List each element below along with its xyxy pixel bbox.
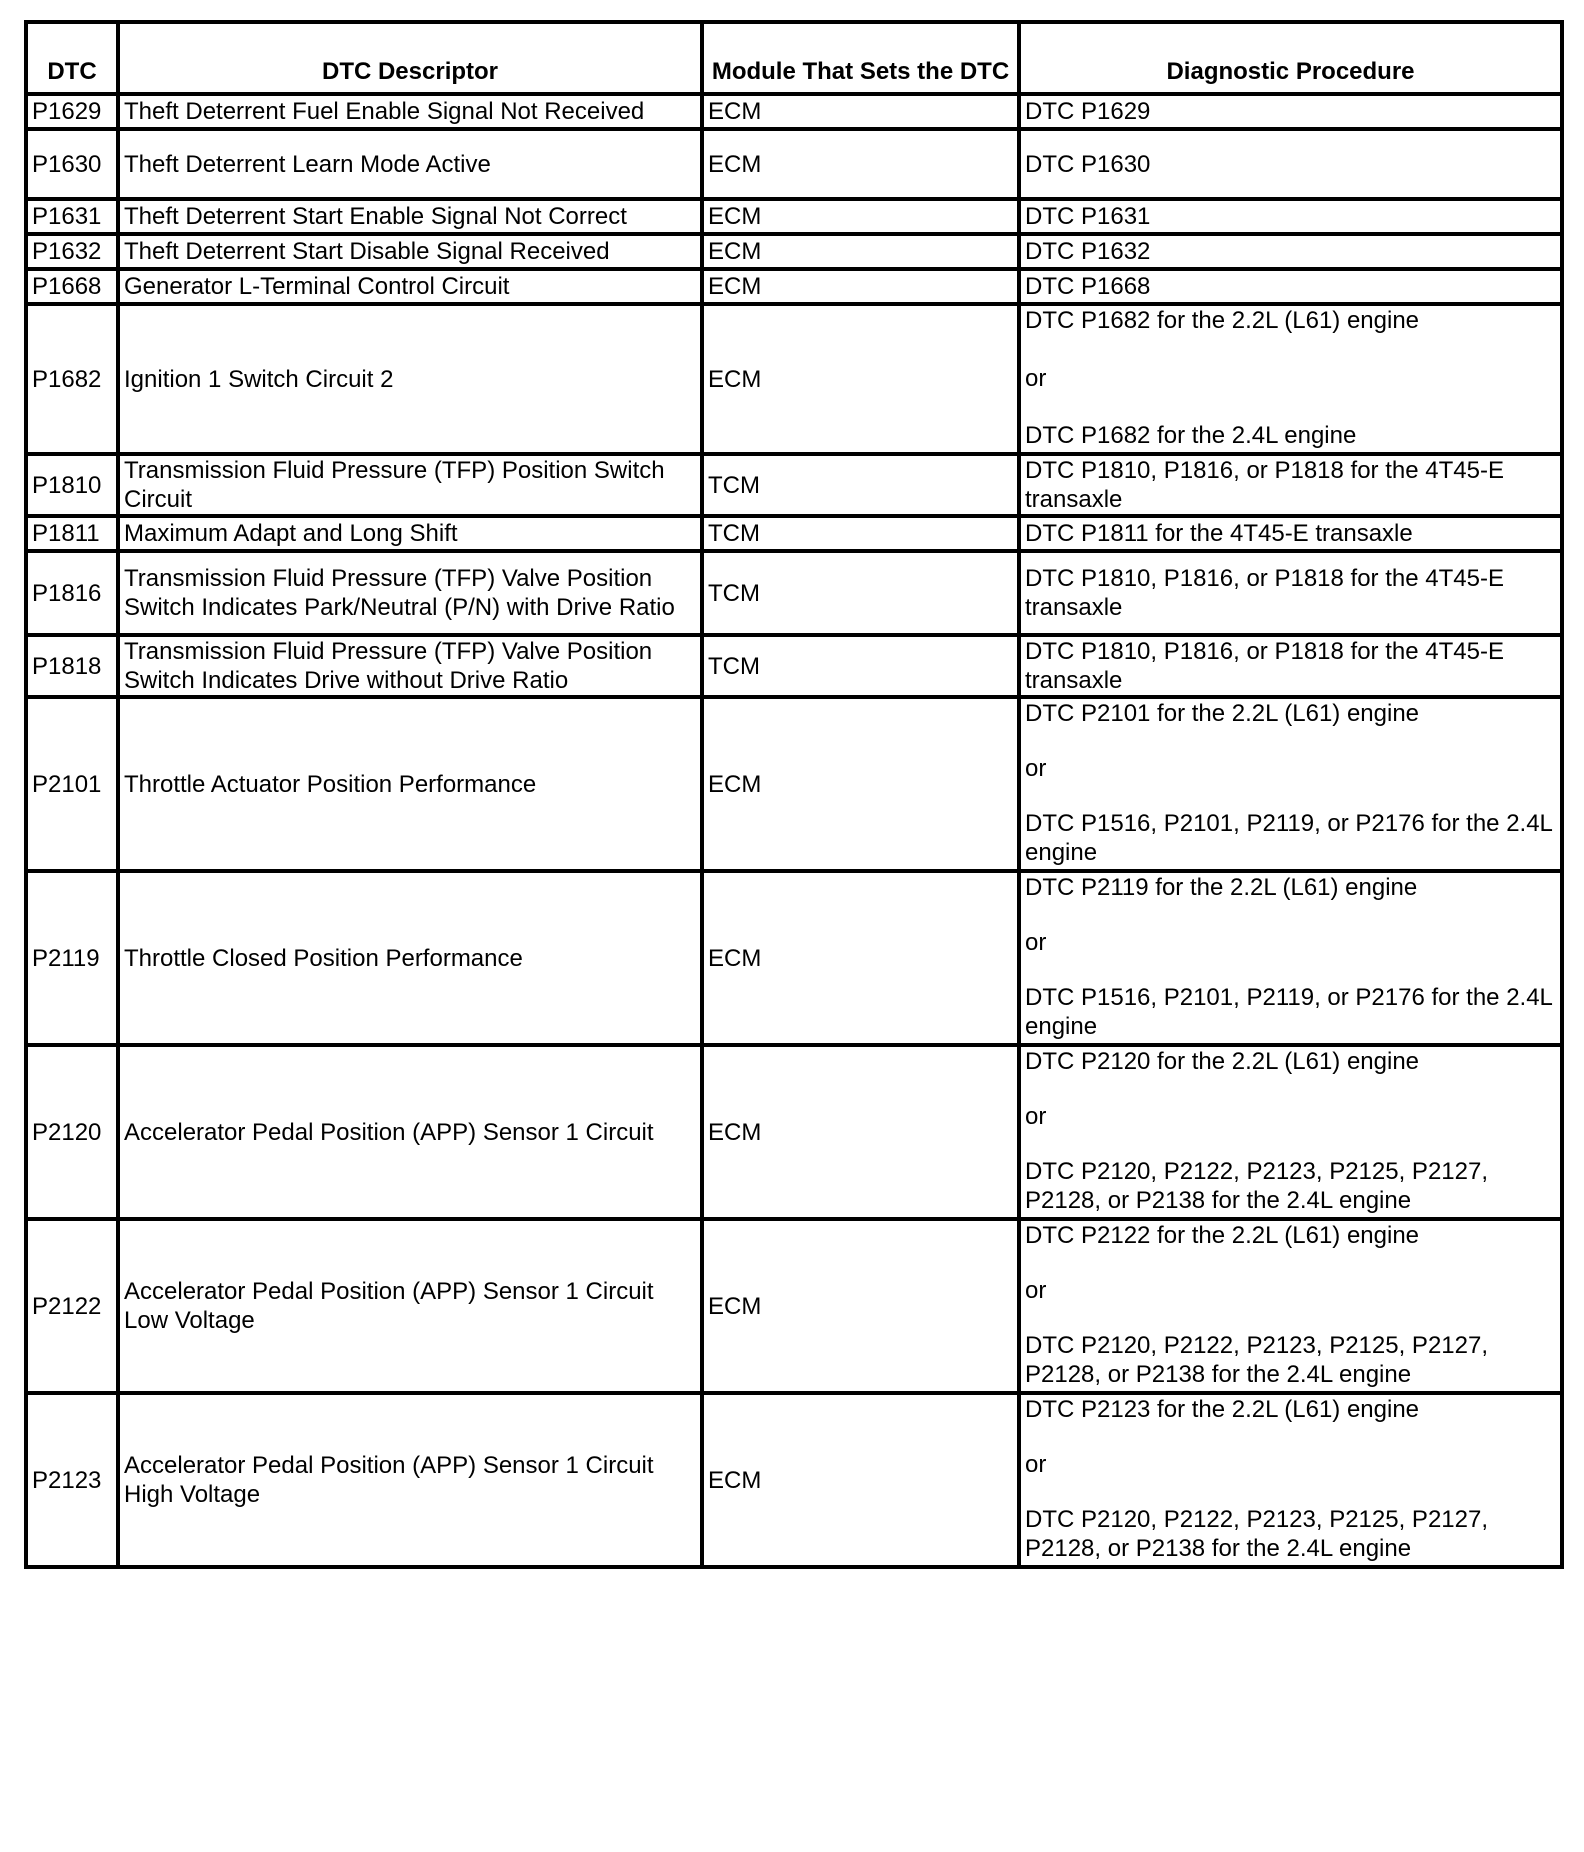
dtc-module: TCM: [702, 516, 1019, 551]
dtc-descriptor: Transmission Fluid Pressure (TFP) Position Switch Circuit: [118, 454, 702, 516]
dtc-descriptor: Maximum Adapt and Long Shift: [118, 516, 702, 551]
diagnostic-procedure: [1019, 551, 1562, 635]
dtc-descriptor: Theft Deterrent Start Disable Signal Received: [118, 234, 702, 269]
procedure-line: DTC P1811 for the 4T45-E transaxle: [1025, 520, 1413, 547]
dtc-code: P1629: [26, 94, 118, 129]
dtc-descriptor: Accelerator Pedal Position (APP) Sensor 1 Circuit High Voltage: [118, 1393, 702, 1567]
diagnostic-procedure: [1019, 94, 1562, 129]
dtc-code: P1810: [26, 454, 118, 516]
procedure-line: DTC P2120, P2122, P2123, P2125, P2127, P2128, or P2138 for the 2.4L engine: [1025, 1158, 1488, 1214]
header-descriptor: DTC Descriptor: [118, 22, 702, 94]
table-row: [26, 1219, 1562, 1393]
dtc-module: ECM: [702, 1045, 1019, 1219]
procedure-line: DTC P2123 for the 2.2L (L61) engine: [1025, 1396, 1420, 1423]
dtc-module: TCM: [702, 635, 1019, 697]
dtc-module: ECM: [702, 234, 1019, 269]
dtc-module: ECM: [702, 1219, 1019, 1393]
dtc-code: P2101: [26, 697, 118, 871]
diagnostic-procedure: [1019, 697, 1562, 871]
diagnostic-procedure: [1019, 454, 1562, 516]
procedure-or: or: [1025, 929, 1047, 956]
procedure-line: DTC P2101 for the 2.2L (L61) engine: [1025, 700, 1420, 727]
table-row: [26, 1045, 1562, 1219]
procedure-or: or: [1025, 755, 1047, 782]
dtc-descriptor: Theft Deterrent Fuel Enable Signal Not Received: [118, 94, 702, 129]
dtc-code: P1818: [26, 635, 118, 697]
diagnostic-procedure: [1019, 516, 1562, 551]
procedure-line: DTC P1810, P1816, or P1818 for the 4T45-E transaxle: [1025, 565, 1504, 621]
header-module: Module That Sets the DTC: [702, 22, 1019, 94]
procedure-line: DTC P2122 for the 2.2L (L61) engine: [1025, 1222, 1420, 1249]
dtc-code: P2120: [26, 1045, 118, 1219]
diagnostic-procedure: [1019, 1393, 1562, 1567]
procedure-line: DTC P1629: [1025, 98, 1151, 125]
diagnostic-procedure: [1019, 234, 1562, 269]
procedure-line: DTC P1810, P1816, or P1818 for the 4T45-E transaxle: [1025, 457, 1504, 513]
procedure-line: DTC P2120 for the 2.2L (L61) engine: [1025, 1048, 1420, 1075]
dtc-code: P1631: [26, 199, 118, 234]
dtc-module: ECM: [702, 269, 1019, 304]
dtc-code: P1668: [26, 269, 118, 304]
table-row: [26, 94, 1562, 129]
procedure-line: DTC P2120, P2122, P2123, P2125, P2127, P2128, or P2138 for the 2.4L engine: [1025, 1506, 1488, 1562]
procedure-or: or: [1025, 1103, 1047, 1130]
procedure-line: DTC P1682 for the 2.2L (L61) engine: [1025, 307, 1420, 334]
dtc-code: P1816: [26, 551, 118, 635]
procedure-or: or: [1025, 364, 1047, 392]
procedure-line: DTC P1810, P1816, or P1818 for the 4T45-E transaxle: [1025, 638, 1504, 694]
procedure-line: DTC P1682 for the 2.4L engine: [1025, 422, 1357, 449]
diagnostic-procedure: [1019, 269, 1562, 304]
dtc-code: P2123: [26, 1393, 118, 1567]
procedure-line: DTC P2119 for the 2.2L (L61) engine: [1025, 874, 1418, 901]
dtc-module: ECM: [702, 1393, 1019, 1567]
table-row: [26, 129, 1562, 199]
dtc-descriptor: Transmission Fluid Pressure (TFP) Valve Position Switch Indicates Drive without Drive Ratio: [118, 635, 702, 697]
dtc-table: [24, 20, 1564, 1569]
procedure-line: DTC P1668: [1025, 273, 1151, 300]
diagnostic-procedure: [1019, 199, 1562, 234]
table-row: [26, 269, 1562, 304]
dtc-descriptor: Theft Deterrent Start Enable Signal Not Correct: [118, 199, 702, 234]
dtc-code: P1682: [26, 304, 118, 454]
dtc-descriptor: Ignition 1 Switch Circuit 2: [118, 304, 702, 454]
diagnostic-procedure: [1019, 129, 1562, 199]
procedure-or: or: [1025, 1451, 1047, 1478]
header-row: [26, 22, 1562, 94]
dtc-code: P1811: [26, 516, 118, 551]
dtc-descriptor: Accelerator Pedal Position (APP) Sensor 1 Circuit: [118, 1045, 702, 1219]
header-dtc: DTC: [26, 22, 118, 94]
dtc-module: TCM: [702, 454, 1019, 516]
table-row: [26, 1393, 1562, 1567]
diagnostic-procedure: [1019, 635, 1562, 697]
diagnostic-procedure: [1019, 1045, 1562, 1219]
dtc-module: ECM: [702, 129, 1019, 199]
table-row: [26, 871, 1562, 1045]
procedure-line: DTC P1632: [1025, 238, 1151, 265]
procedure-line: DTC P1516, P2101, P2119, or P2176 for the 2.4L engine: [1025, 984, 1553, 1040]
dtc-descriptor: Theft Deterrent Learn Mode Active: [118, 129, 702, 199]
table-row: [26, 199, 1562, 234]
dtc-descriptor: Generator L-Terminal Control Circuit: [118, 269, 702, 304]
procedure-or: or: [1025, 1277, 1047, 1304]
procedure-line: DTC P1631: [1025, 203, 1151, 230]
table-row: [26, 304, 1562, 454]
table-row: [26, 234, 1562, 269]
dtc-module: ECM: [702, 94, 1019, 129]
procedure-line: DTC P1630: [1025, 150, 1151, 178]
document-page: [24, 20, 1564, 1569]
dtc-code: P1632: [26, 234, 118, 269]
dtc-descriptor: Throttle Closed Position Performance: [118, 871, 702, 1045]
table-body: [26, 94, 1562, 1567]
table-row: [26, 454, 1562, 516]
dtc-descriptor: Accelerator Pedal Position (APP) Sensor 1 Circuit Low Voltage: [118, 1219, 702, 1393]
table-row: [26, 516, 1562, 551]
dtc-module: TCM: [702, 551, 1019, 635]
table-row: [26, 697, 1562, 871]
dtc-descriptor: Transmission Fluid Pressure (TFP) Valve Position Switch Indicates Park/Neutral (P/N) with Drive Ratio: [118, 551, 702, 635]
dtc-code: P2119: [26, 871, 118, 1045]
header-procedure: Diagnostic Procedure: [1019, 22, 1562, 94]
procedure-line: DTC P1516, P2101, P2119, or P2176 for the 2.4L engine: [1025, 810, 1553, 866]
dtc-module: ECM: [702, 304, 1019, 454]
dtc-module: ECM: [702, 871, 1019, 1045]
diagnostic-procedure: [1019, 871, 1562, 1045]
table-row: [26, 635, 1562, 697]
dtc-module: ECM: [702, 199, 1019, 234]
dtc-code: P1630: [26, 129, 118, 199]
diagnostic-procedure: [1019, 1219, 1562, 1393]
procedure-line: DTC P2120, P2122, P2123, P2125, P2127, P2128, or P2138 for the 2.4L engine: [1025, 1332, 1488, 1388]
dtc-descriptor: Throttle Actuator Position Performance: [118, 697, 702, 871]
table-row: [26, 551, 1562, 635]
dtc-code: P2122: [26, 1219, 118, 1393]
dtc-module: ECM: [702, 697, 1019, 871]
diagnostic-procedure: [1019, 304, 1562, 454]
